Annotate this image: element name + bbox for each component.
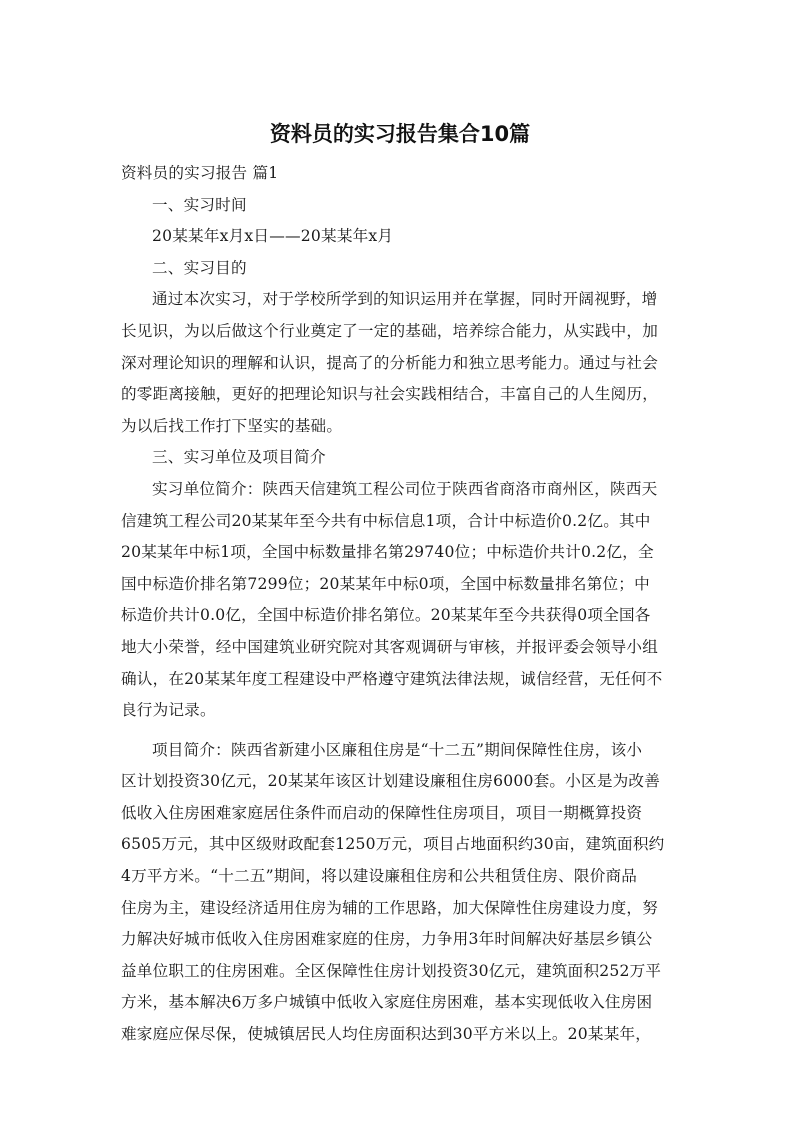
paragraph-line: 20某某年x月x日——20某某年x月 bbox=[152, 227, 394, 246]
paragraph-line: 深对理论知识的理解和认识，提高了的分析能力和独立思考能力。通过与社会 bbox=[121, 353, 658, 372]
paragraph-line: 难家庭应保尽保，使城镇居民人均住房面积达到30平方米以上。20某某年， bbox=[121, 1025, 652, 1044]
paragraph-line: 力解决好城市低收入住房困难家庭的住房，力争用3年时间解决好基层乡镇公 bbox=[121, 930, 653, 949]
paragraph-line: 国中标造价排名第7299位；20某某年中标0项，全国中标数量排名第位；中 bbox=[121, 574, 650, 593]
paragraph-line: 确认，在20某某年度工程建设中严格遵守建筑法律法规，诚信经营，无任何不 bbox=[121, 669, 663, 688]
paragraph-line: 6505万元，其中区级财政配套1250万元，项目占地面积约30亩，建筑面积约 bbox=[121, 835, 665, 854]
paragraph-line: 的零距离接触，更好的把理论知识与社会实践相结合，丰富自己的人生阅历， bbox=[121, 385, 658, 404]
heading-internship-time: 一、实习时间 bbox=[152, 195, 247, 214]
paragraph-line: 信建筑工程公司20某某年至今共有中标信息1项，合计中标造价0.2亿。其中 bbox=[121, 511, 651, 530]
paragraph-line: 为以后找工作打下坚实的基础。 bbox=[121, 416, 343, 435]
paragraph-line: 项目简介：陕西省新建小区廉租住房是“十二五”期间保障性住房，该小 bbox=[152, 740, 643, 759]
heading-internship-purpose: 二、实习目的 bbox=[152, 258, 247, 277]
heading-unit-and-project: 三、实习单位及项目简介 bbox=[152, 448, 326, 467]
paragraph-line: 良行为记录。 bbox=[121, 701, 216, 720]
paragraph-line: 实习单位简介：陕西天信建筑工程公司位于陕西省商洛市商州区，陕西天 bbox=[152, 479, 658, 498]
paragraph-line: 益单位职工的住房困难。全区保障性住房计划投资30亿元，建筑面积252万平 bbox=[121, 961, 662, 980]
section-heading: 资料员的实习报告 篇1 bbox=[121, 164, 279, 182]
paragraph-line: 4万平方米。“十二五”期间，将以建设廉租住房和公共租赁住房、限价商品 bbox=[121, 867, 638, 886]
paragraph-line: 低收入住房困难家庭居住条件而启动的保障性住房项目，项目一期概算投资 bbox=[121, 803, 643, 822]
paragraph-line: 住房为主，建设经济适用住房为辅的工作思路，加大保障性住房建设力度，努 bbox=[121, 898, 658, 917]
document-title: 资料员的实习报告集合10篇 bbox=[269, 122, 531, 146]
paragraph-line: 通过本次实习，对于学校所学到的知识运用并在掌握，同时开阔视野，增 bbox=[152, 290, 658, 309]
paragraph-line: 地大小荣誉，经中国建筑业研究院对其客观调研与审核，并报评委会领导小组 bbox=[121, 637, 658, 656]
document-body bbox=[121, 158, 681, 1051]
paragraph-line: 区计划投资30亿元，20某某年该区计划建设廉租住房6000套。小区是为改善 bbox=[121, 772, 660, 791]
paragraph-line: 方米，基本解决6万多户城镇中低收入家庭住房困难，基本实现低收入住房困 bbox=[121, 993, 653, 1012]
paragraph-line: 标造价共计0.0亿，全国中标造价排名第位。20某某年至今共获得0项全国各 bbox=[121, 606, 651, 625]
paragraph-line: 长见识，为以后做这个行业奠定了一定的基础，培养综合能力，从实践中，加 bbox=[121, 321, 658, 340]
paragraph-line: 20某某年中标1项，全国中标数量排名第29740位；中标造价共计0.2亿，全 bbox=[121, 543, 654, 562]
